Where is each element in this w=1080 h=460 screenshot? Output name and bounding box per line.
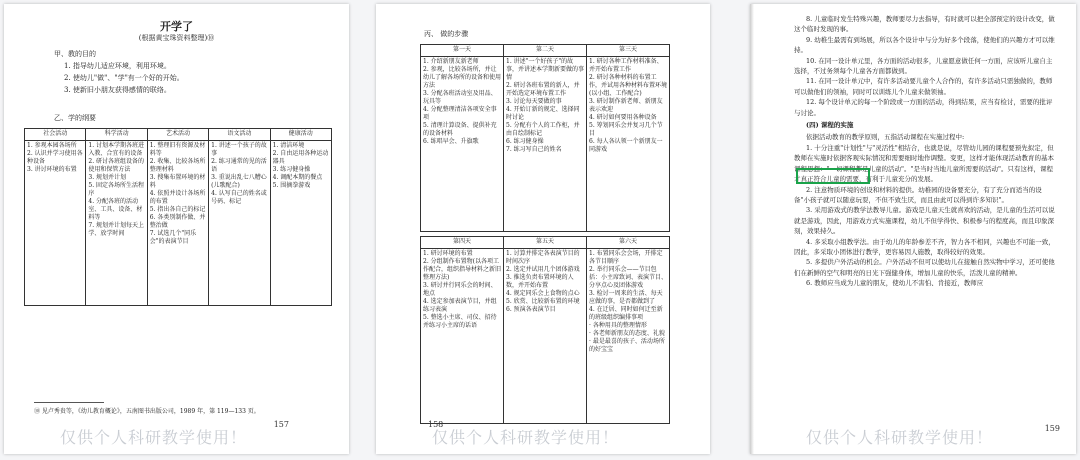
table-cell: 1. 讨划本学期各班进入教、合宜有的设备 2. 研讨各班组设备的使用和保管方法 3. 规划并计划 5. 固定各场所生活程序 4. 分配各班的活动室、工具、设备、材料等 7. 规划并计划每天上学、放学时间: [86, 141, 147, 306]
page-158: [376, 4, 710, 454]
footnote-rule: [34, 402, 104, 403]
paragraph: 1. 十分注重"计划性"与"灵活性"相结合，也就是说，尽管幼儿园的课程要预先拟定，但教师在实施时依据客观实际情况和需要细时地作调整。变更，这样才能体现活动教育的基本课程思想："一切课程都是儿童的活动"。"是当时当地儿童所需要的活动"。只有这样，课程才真正符合儿童的需要，有利于儿童充分的发展。: [794, 143, 1054, 184]
watermark: 仅供个人科研教学使用！: [432, 428, 620, 447]
steps-heading: 丙、 做的步骤: [424, 30, 469, 38]
table-header: 语文活动: [209, 129, 270, 141]
watermark: 仅供个人科研教学使用！: [806, 428, 994, 447]
day-cell: 1. 研讨各种工作材料准备、并开始布置工作 2. 研讨各种材料的布置工作，并试用各种材料布置环境(以小组、工作配合) 3. 研讨制作新老师、新朋友表示欢迎 4. 研讨如何要用各种设备 5. 筹划同乐会并复习几个节目 6. 每人各认领一个新朋友一同游戏: [587, 57, 670, 232]
table-header: 健康活动: [270, 129, 331, 141]
table-header: 科学活动: [86, 129, 147, 141]
footnote: ⑩ 见卢秀贵等，《幼儿教育概论》，五南图书出版公司，1989 年，第 119—133 页。: [34, 408, 260, 415]
day-header: 第五天: [504, 237, 587, 249]
goal-3: 3. 使新旧小朋友获得感情的联络。: [64, 86, 171, 94]
page-157: [4, 4, 349, 454]
paragraph: 11. 在同一设计单元中，有许多活动要儿童个人合作的，有许多活动只需独做的，教师可以做他们的领袖，同时可以训练儿个儿童来做领袖。: [794, 77, 1053, 96]
page1-subtitle: (根据黄宝珠资料整理)⑩: [138, 34, 215, 42]
section-goals: 甲、教的目的: [54, 50, 96, 58]
steps-table-top: [420, 44, 670, 232]
paragraph: 8. 儿童临时发生特殊兴趣，教师要尽力去指导，有时就可以把全部预定的设计改变，做这个临时发现的事。: [794, 15, 1055, 34]
highlight-box: [796, 168, 870, 184]
outline-table: [24, 128, 332, 306]
day-cell: 1. 研讨环境的布置 2. 分组制作布置物(以各项工作配合，组织指导材料之新旧整理方法) 3. 研讨并行同乐会的时间、地点 4. 选定参加表演节目，并组练习表演 5. 整选小主席、司仪、招待并练习小主席的话语: [421, 249, 504, 424]
page-number: 159: [1044, 424, 1060, 433]
table-cell: 1. 清洁环境 2. 自由运用各种运动器具 3. 练习健身操 4. 调配本期的餐点 5. 围摘拳游戏: [270, 141, 331, 306]
paragraph: 6. 教师应当成为儿童的朋友，使幼儿不害怕、肯接近，教师应: [806, 279, 984, 288]
paragraph: 10. 在同一设计单元里，各方面的活动很多，儿童愿意做任何一方面，应该听儿童自主选择，不过务须每个儿童各方面都做到。: [794, 56, 1053, 76]
table-cell: 1. 整理旧有资源及材料等 2. 收集、比较各场所整理材料 3. 搜集布置环境的材料 4. 依照并设计各场所的布置 5. 指出各自己的标记 6. 各类别制作做、并整治做 7. 试选几个"同乐会"的表演节目: [147, 141, 208, 306]
watermark: 仅供个人科研教学使用！: [60, 428, 248, 447]
day-cell: 1. 布置同乐会会场，开排定各节目顺序 2. 举行同乐会——节目包括：小主席致词、表演节目、分享点心及团体游戏 3. 检讨一周来的生活、每天应做的事，是否都做到了 4. 在迁居、同时如何迁至新的班级组织编排事项 · 各种用具的整理情形 · 各老师新朋友的态度、礼貌 · 最是最喜的孩子、活动场所的好宝宝: [587, 249, 670, 424]
day-header: 第一天: [421, 45, 504, 57]
table-cell: 1. 参观本园各场所 2. 认识并学习使用各种设备 3. 讲讨环境的布置: [25, 141, 86, 306]
page3-body: [794, 14, 1056, 289]
section-outline: 乙、学的纲要: [54, 114, 96, 122]
table-header: 艺术活动: [147, 129, 208, 141]
paragraph: 9. 幼稚生最需有到场展，所以各个设计中与分为好多个段落，使他们的兴趣方才可以维持。: [794, 35, 1055, 55]
page1-title: 开学了: [160, 20, 193, 33]
steps-table-bottom: [420, 236, 670, 424]
page-number: 157: [273, 420, 289, 429]
paragraph: 2. 注意物质环境的创设和材料的提供。幼稚园的设备要充分，有了充分而适当的设备"小孩子就可以随意玩耍，不但不致生厌，而且由此可以得到许多知识"。: [794, 185, 1042, 204]
day-header: 第三天: [587, 45, 670, 57]
table-cell: 1. 讲述一个孩子的故事 2. 练习通常的见的活语 3. 重说出乱七八糟心(儿歌配合) 4. 认写自己的姓名或号码、标记: [209, 141, 270, 306]
day-header: 第四天: [421, 237, 504, 249]
day-header: 第二天: [504, 45, 587, 57]
day-cell: 1. 讨算并排定各表演节目的时间次序 2. 选定并试用几个团体游戏 3. 推选负责布置环境的人数，并开始布置 4. 规定同乐会上食物的点心 5. 欣赏、比较新布置的环境 6. 预演各表演节目: [504, 249, 587, 424]
section-heading-implementation: (四) 课程的实施: [806, 121, 854, 130]
goal-2: 2. 使幼儿"做"、"学"有一个好的开始。: [64, 74, 184, 82]
paragraph: 5. 多提供户外活动的机会。户外活动不但可以使幼儿在接触自然实物中学习，还可使他们在新鲜的空气和明亮的日光下强健身体，增加儿童的快乐，活泼儿童的精神。: [794, 258, 1055, 277]
paragraph: 12. 每个设计单元的每一个阶段或一方面的活动，得到结果，应当有检讨，需要的批评与讨论。: [794, 98, 1053, 117]
page-number: 158: [428, 420, 444, 429]
table-header: 社会活动: [25, 129, 86, 141]
page-159: [750, 4, 1076, 454]
day-header: 第六天: [587, 237, 670, 249]
paragraph: 3. 采用游戏式的教学法教导儿童。游戏是儿童天生就喜欢的活动，是儿童的生活可以说就是游戏，因此，用游戏方式实施课程，幼儿不但学得快、积极参与的程度高，而且印象深刻，效果持久。: [794, 206, 1055, 236]
goal-1: 1. 指导幼儿适应环境，利用环境。: [64, 62, 171, 70]
day-cell: 1. 讲述"一个好孩子"的故事，并讲述本学期新要做的事情 2. 研讨各班布置的新人，并开始选定环境布置工作 3. 讨论每天要做的事 4. 开始订新的规定、选择同时讨论 5. 分配有个人的工作柜，并由自绘制标记 6. 练习健身操 7. 练习写自己的姓名: [504, 57, 587, 232]
paragraph: 4. 多采取小组教学法。由于幼儿的年龄参差不齐，智力各不相同，兴趣也不可能一致，因此，多采取小团体进行教学，更容易因人施教，取得较好的效果。: [794, 237, 1055, 256]
paragraph: 依据活动教育的教学原则，五指活动课程在实施过程中:: [806, 133, 965, 142]
day-cell: 1. 介绍新朋友新老师 2. 参观，比较各场所，并让幼儿了解各场所的设备和使用方法 3. 分配各班活动室及用品、玩具等 4. 分配整理清洁各项安全事项 5. 清理计算设备、提供补充的设备材料 6. 练唱早会、升旗歌: [421, 57, 504, 232]
